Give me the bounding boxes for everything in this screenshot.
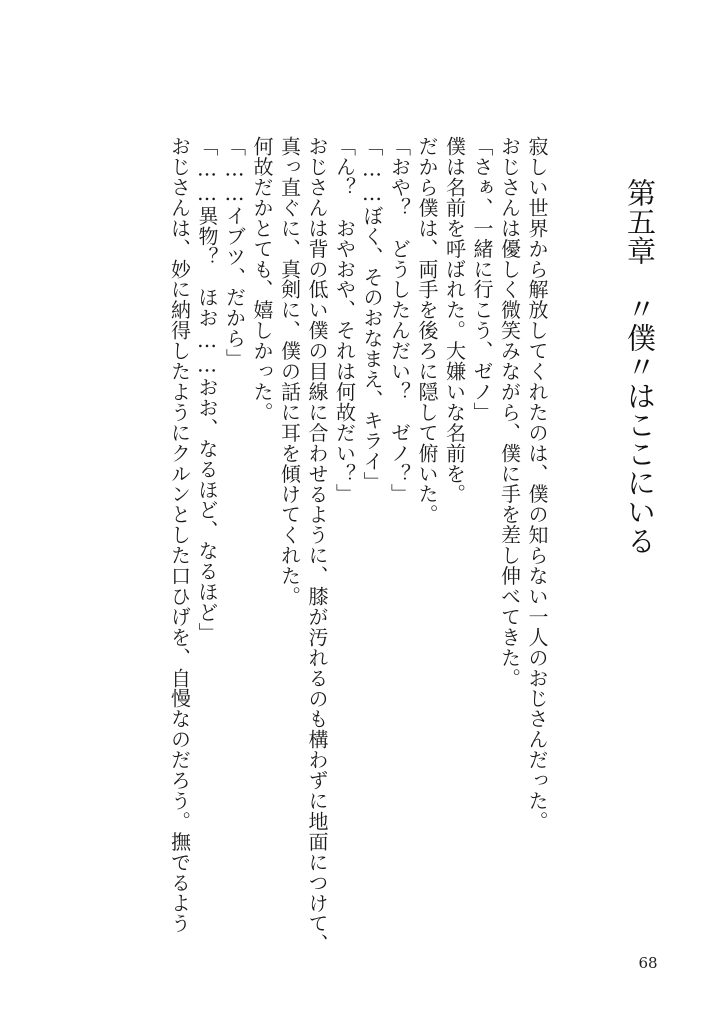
text-line: 「おや？ どうしたんだい？ ゼノ？」 (387, 136, 412, 505)
text-line: 寂しい世界から解放してくれたのは、僕の知らない一人のおじさんだった。 (525, 136, 549, 832)
text-line: だから僕は、両手を後ろに隠して俯いた。 (415, 136, 439, 525)
text-line: 何故だかとても、嬉しかった。 (250, 136, 274, 423)
page-number: 68 (638, 954, 658, 972)
text-line: 真っ直ぐに、真剣に、僕の話に耳を傾けてくれた。 (277, 136, 302, 607)
text-line: 「……イブツ、だから」 (222, 136, 247, 369)
text-line: おじさんは、妙に納得したようにクルンとした口ひげを、自慢なのだろう。撫でるよう (167, 136, 192, 934)
text-line: おじさんは背の低い僕の目線に合わせるように、膝が汚れるのも構わずに地面につけて、 (305, 136, 329, 954)
text-line: 「ん？ おやおや、それは何故だい？」 (332, 136, 357, 505)
chapter-title: 第五章 〃僕〃はここにいる (623, 178, 657, 555)
text-line: 「……ぼく、そのおなまえ、キライ」 (360, 136, 384, 492)
text-line: おじさんは優しく微笑みながら、僕に手を差し伸べてきた。 (497, 136, 522, 689)
text-line: 僕は名前を呼ばれた。大嫌いな名前を。 (442, 136, 467, 505)
text-line: 「……異物？ ほお……おお、なるほど、なるほど」 (195, 136, 219, 643)
text-line: 「さぁ、一緒に行こう、ゼノ」 (470, 136, 494, 423)
body-text (150, 136, 550, 954)
